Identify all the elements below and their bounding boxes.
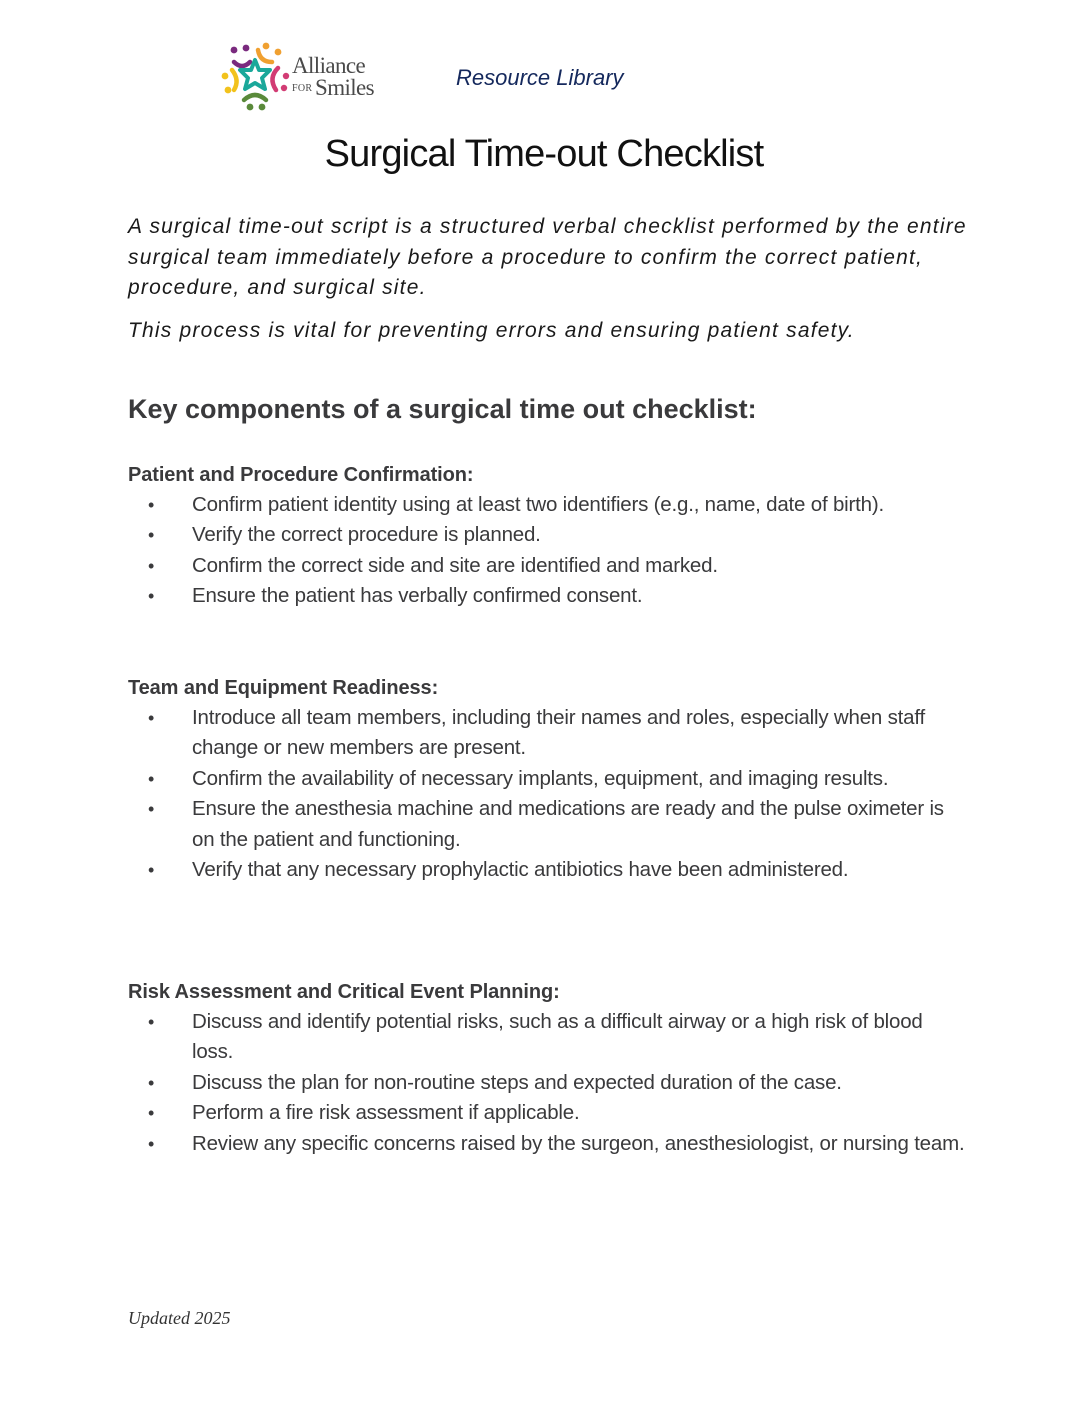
list-item bbox=[128, 1098, 968, 1128]
list-item-text: Confirm patient identity using at least two identifiers (e.g., name, date of birth). bbox=[192, 493, 884, 516]
list-item-text: Verify the correct procedure is planned. bbox=[192, 523, 541, 547]
section-heading: Patient and Procedure Confirmation: bbox=[128, 464, 474, 486]
list-item-text: Discuss the plan for non-routine steps and expected duration of the case. bbox=[192, 1070, 842, 1094]
bullet-icon: • bbox=[148, 555, 155, 576]
list-item bbox=[128, 794, 968, 855]
bullet-list bbox=[128, 703, 968, 885]
list-item bbox=[128, 551, 968, 581]
section-team-equipment-readiness bbox=[128, 673, 968, 885]
intro-paragraph: A surgical time-out script is a structured verbal checklist performed by the entire surgical team immediately before a procedure to confirm the correct patient, procedure, and surgical site. bbox=[128, 215, 967, 299]
section-patient-procedure-confirmation bbox=[128, 460, 968, 612]
logo-mark-icon bbox=[220, 40, 292, 112]
bullet-list bbox=[128, 490, 968, 612]
list-item-text: Ensure the anesthesia machine and medications are ready and the pulse oximeter is on the patient and functioning. bbox=[192, 797, 944, 851]
bullet-icon: • bbox=[148, 1133, 155, 1154]
list-item-text: Verify that any necessary prophylactic antibiotics have been administered. bbox=[192, 858, 849, 882]
list-item bbox=[128, 1007, 968, 1068]
list-item-text: Introduce all team members, including their names and roles, especially when staff change or new members are present. bbox=[192, 706, 925, 760]
intro-paragraph-safety: This process is vital for preventing errors and ensuring patient safety. bbox=[128, 319, 855, 342]
bullet-icon: • bbox=[148, 525, 155, 546]
list-item bbox=[128, 520, 968, 550]
section-heading: Team and Equipment Readiness: bbox=[128, 677, 439, 699]
list-item-text: Confirm the availability of necessary implants, equipment, and imaging results. bbox=[192, 766, 889, 790]
bullet-icon: • bbox=[148, 495, 155, 515]
logo-text-for: FOR bbox=[292, 83, 313, 94]
key-components-heading: Key components of a surgical time out checklist: bbox=[128, 394, 757, 424]
list-item bbox=[128, 703, 968, 764]
bullet-icon: • bbox=[148, 799, 155, 820]
list-item-text: Discuss and identify potential risks, such as a difficult airway or a high risk of blood loss. bbox=[192, 1010, 923, 1064]
list-item bbox=[128, 1068, 968, 1098]
alliance-for-smiles-logo bbox=[220, 40, 390, 112]
bullet-icon: • bbox=[148, 586, 155, 607]
list-item-text: Review any specific concerns raised by the surgeon, anesthesiologist, or nursing team. bbox=[192, 1131, 965, 1155]
bullet-icon: • bbox=[148, 708, 155, 728]
list-item bbox=[128, 764, 968, 794]
list-item bbox=[128, 581, 968, 611]
list-item bbox=[128, 490, 968, 520]
updated-date: Updated 2025 bbox=[128, 1308, 231, 1328]
list-item-text: Confirm the correct side and site are identified and marked. bbox=[192, 553, 718, 577]
bullet-icon: • bbox=[148, 1012, 155, 1032]
section-risk-assessment-critical-event-planning bbox=[128, 977, 968, 1159]
section-heading: Risk Assessment and Critical Event Planning: bbox=[128, 981, 560, 1003]
resource-library-label: Resource Library bbox=[456, 65, 624, 90]
list-item-text: Ensure the patient has verbally confirmed consent. bbox=[192, 584, 643, 608]
bullet-icon: • bbox=[148, 860, 155, 881]
page-title: Surgical Time-out Checklist bbox=[324, 133, 764, 175]
list-item bbox=[128, 1129, 968, 1159]
bullet-icon: • bbox=[148, 1103, 155, 1124]
bullet-icon: • bbox=[148, 1072, 155, 1093]
logo-text-smiles: Smiles bbox=[315, 75, 375, 100]
bullet-list bbox=[128, 1007, 968, 1159]
bullet-icon: • bbox=[148, 768, 155, 789]
list-item-text: Perform a fire risk assessment if applicable. bbox=[192, 1101, 580, 1125]
page-header bbox=[0, 0, 1088, 120]
list-item bbox=[128, 855, 968, 885]
logo-text-alliance: Alliance bbox=[292, 53, 366, 78]
